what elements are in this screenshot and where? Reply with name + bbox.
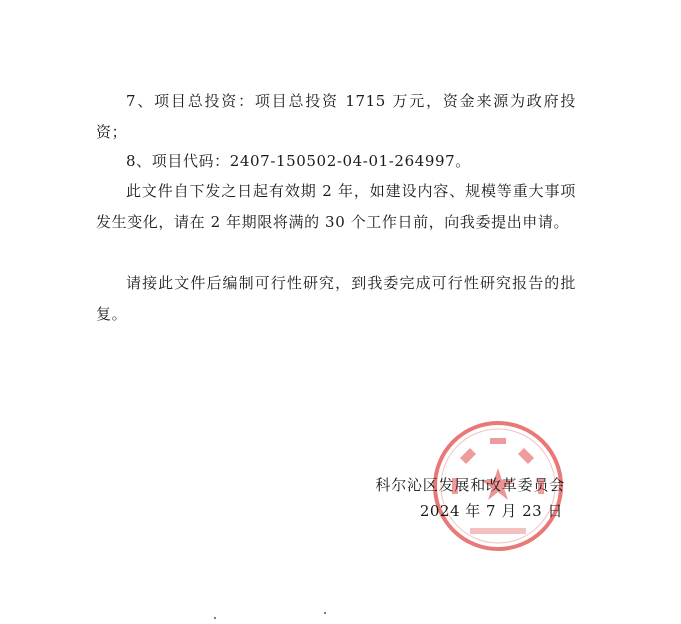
scan-speck <box>214 617 216 619</box>
paragraph-investment: 7、项目总投资：项目总投资 1715 万元，资金来源为政府投资； <box>96 92 576 141</box>
paragraph-project-code: 8、项目代码：2407-150502-04-01-264997。 <box>126 152 471 170</box>
signature-date: 2024 年 7 月 23 日 <box>419 502 563 520</box>
paragraph-instruction: 请接此文件后编制可行性研究，到我委完成可行性研究报告的批复。 <box>96 274 576 323</box>
signature-organization: 科尔沁区发展和改革委员会 <box>375 476 565 494</box>
paragraph-validity: 此文件自下发之日起有效期 2 年，如建设内容、规模等重大事项发生变化，请在 2 年期限将满的 30 个工作日前，向我委提出申请。 <box>96 182 576 231</box>
scan-speck <box>324 612 326 614</box>
